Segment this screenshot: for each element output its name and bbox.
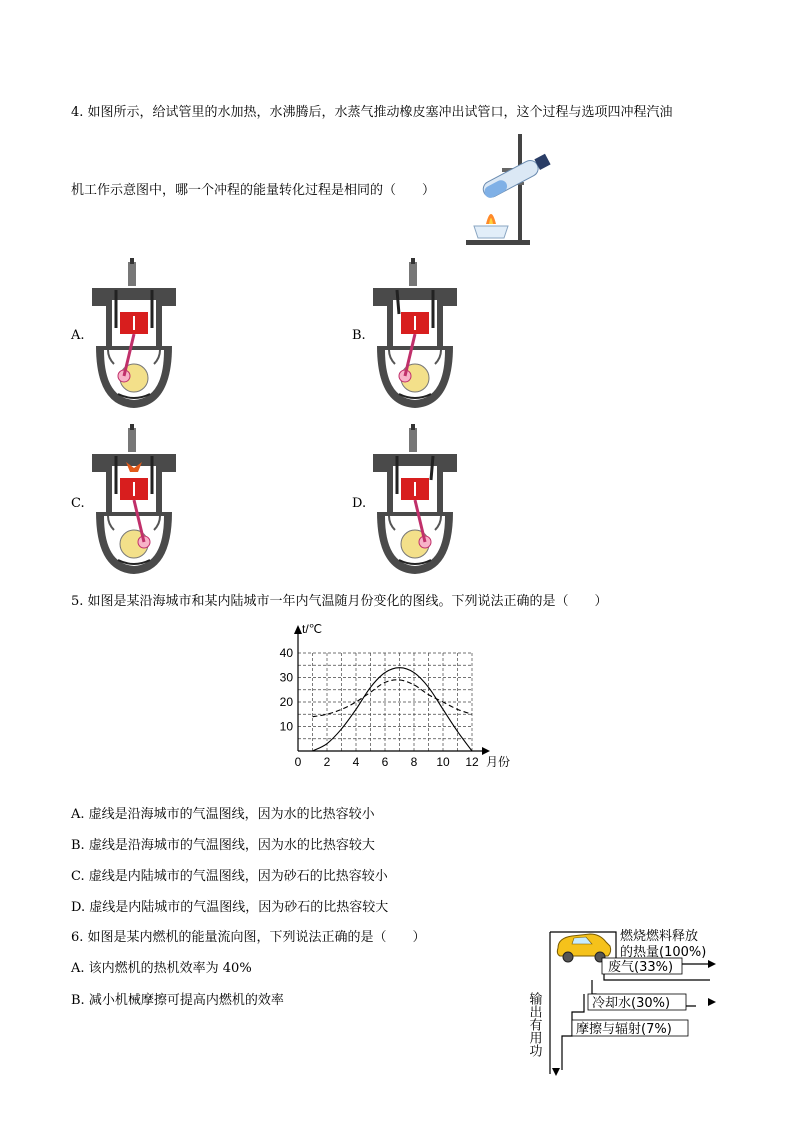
y-axis-arrow [294,625,302,634]
series-dashed-line [313,680,473,717]
cooling-label: 冷却水(30%) [592,996,671,1011]
q5-option-b: B. 虚线是沿海城市的气温图线，因为水的比热容较大 [71,838,375,853]
y-axis-label: t/℃ [302,622,323,636]
q6-stem: 6. 如图是某内燃机的能量流向图，下列说法正确的是（ ） [71,930,426,945]
exhaust-label: 废气(33%) [608,960,674,975]
source-label-line2: 的热量(100%) [620,945,707,960]
q5-option-a: A. 虚线是沿海城市的气温图线，因为水的比热容较小 [71,807,375,822]
q5-option-c: C. 虚线是内陆城市的气温图线，因为砂石的比热容较小 [71,869,388,884]
x-tick-label: 12 [465,755,479,769]
chart-grid [298,653,472,751]
x-tick-label: 6 [381,755,389,769]
q4-option-a-label: A. [71,328,85,343]
q6-option-a: A. 该内燃机的热机效率为 40% [71,961,252,976]
q4-stem-line2: 机工作示意图中，哪一个冲程的能量转化过程是相同的（ ） [71,183,436,198]
q5-stem: 5. 如图是某沿海城市和某内陆城市一年内气温随月份变化的图线。下列说法正确的是（ ） [71,594,608,609]
q4-option-c-label: C. [71,496,85,511]
useful-work-label: 输出有用功 [526,992,542,1057]
y-tick-label: 30 [279,670,293,685]
q5-option-d: D. 虚线是内陆城市的气温图线，因为砂石的比热容较大 [71,900,389,915]
x-tick-label: 4 [352,755,360,769]
source-label-line1: 燃烧燃料释放 [620,929,699,944]
y-tick-label: 10 [279,719,293,734]
q4-stem-line1: 4. 如图所示，给试管里的水加热，水沸腾后，水蒸气推动橡皮塞冲出试管口，这个过程与选项四冲程汽油 [71,105,673,120]
friction-label: 摩擦与辐射(7%) [576,1022,672,1037]
x-tick-label: 8 [410,755,418,769]
y-tick-label: 20 [279,695,293,709]
energy-flow-diagram [520,924,730,1084]
x-axis-label: 月份 [486,755,511,769]
x-axis-arrow [482,747,490,755]
q4-option-d-label: D. [352,496,367,511]
x-tick-label: 0 [294,755,302,769]
q4-option-b-label: B. [352,328,366,343]
x-tick-label: 2 [323,755,331,769]
q6-option-b: B. 减小机械摩擦可提高内燃机的效率 [71,993,284,1008]
x-tick-label: 10 [436,755,450,769]
y-tick-label: 40 [279,646,293,660]
